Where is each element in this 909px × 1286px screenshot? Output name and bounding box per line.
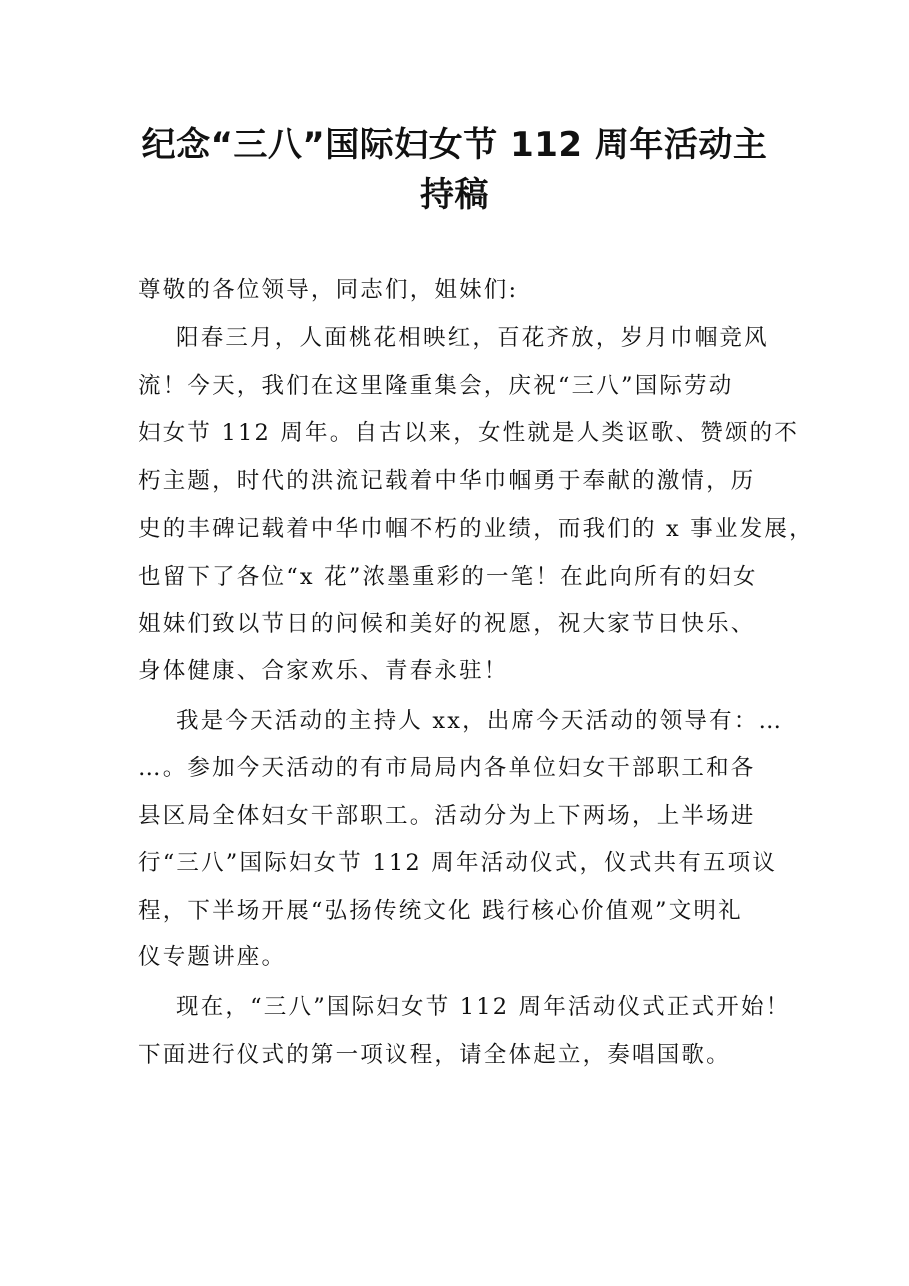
paragraph-3-line-1: 现在，“三八”国际妇女节 112 周年活动仪式正式开始！ xyxy=(176,994,791,1020)
paragraph-1-line-8: 身体健康、合家欢乐、青春永驻！ xyxy=(138,658,509,684)
paragraph-1-line-5: 史的丰碑记载着中华巾帼不朽的业绩，而我们的 x 事业发展， xyxy=(138,516,814,542)
salutation-line: 尊敬的各位领导，同志们，姐妹们: xyxy=(138,277,519,303)
document-title-line-1: 纪念“三八”国际妇女节 112 周年活动主 xyxy=(141,125,768,165)
paragraph-1-line-4: 朽主题，时代的洪流记载着中华巾帼勇于奉献的激情，历 xyxy=(138,468,756,494)
paragraph-1-line-6: 也留下了各位“x 花”浓墨重彩的一笔！在此向所有的妇女 xyxy=(138,564,758,590)
paragraph-1-line-2: 流！今天，我们在这里隆重集会，庆祝“三八”国际劳动 xyxy=(138,373,734,399)
paragraph-2-line-1: 我是今天活动的主持人 xx，出席今天活动的领导有：… xyxy=(176,708,784,734)
paragraph-2-line-6: 仪专题讲座。 xyxy=(138,944,287,970)
paragraph-2-line-3: 县区局全体妇女干部职工。活动分为上下两场，上半场进 xyxy=(138,803,756,829)
document-title-line-2: 持稿 xyxy=(420,175,489,215)
paragraph-2-line-4: 行“三八”国际妇女节 112 周年活动仪式，仪式共有五项议 xyxy=(138,850,778,876)
paragraph-3-line-2: 下面进行仪式的第一项议程，请全体起立，奏唱国歌。 xyxy=(138,1042,731,1068)
paragraph-1-line-7: 姐妹们致以节日的问候和美好的祝愿，祝大家节日快乐、 xyxy=(138,611,756,637)
paragraph-1-line-1: 阳春三月，人面桃花相映红，百花齐放，岁月巾帼竞风 xyxy=(176,325,769,351)
paragraph-2-line-2: …。参加今天活动的有市局局内各单位妇女干部职工和各 xyxy=(138,755,756,781)
paragraph-2-line-5: 程，下半场开展“弘扬传统文化 践行核心价值观”文明礼 xyxy=(138,898,743,924)
paragraph-1-line-3: 妇女节 112 周年。自古以来，女性就是人类讴歌、赞颂的不 xyxy=(138,420,800,446)
